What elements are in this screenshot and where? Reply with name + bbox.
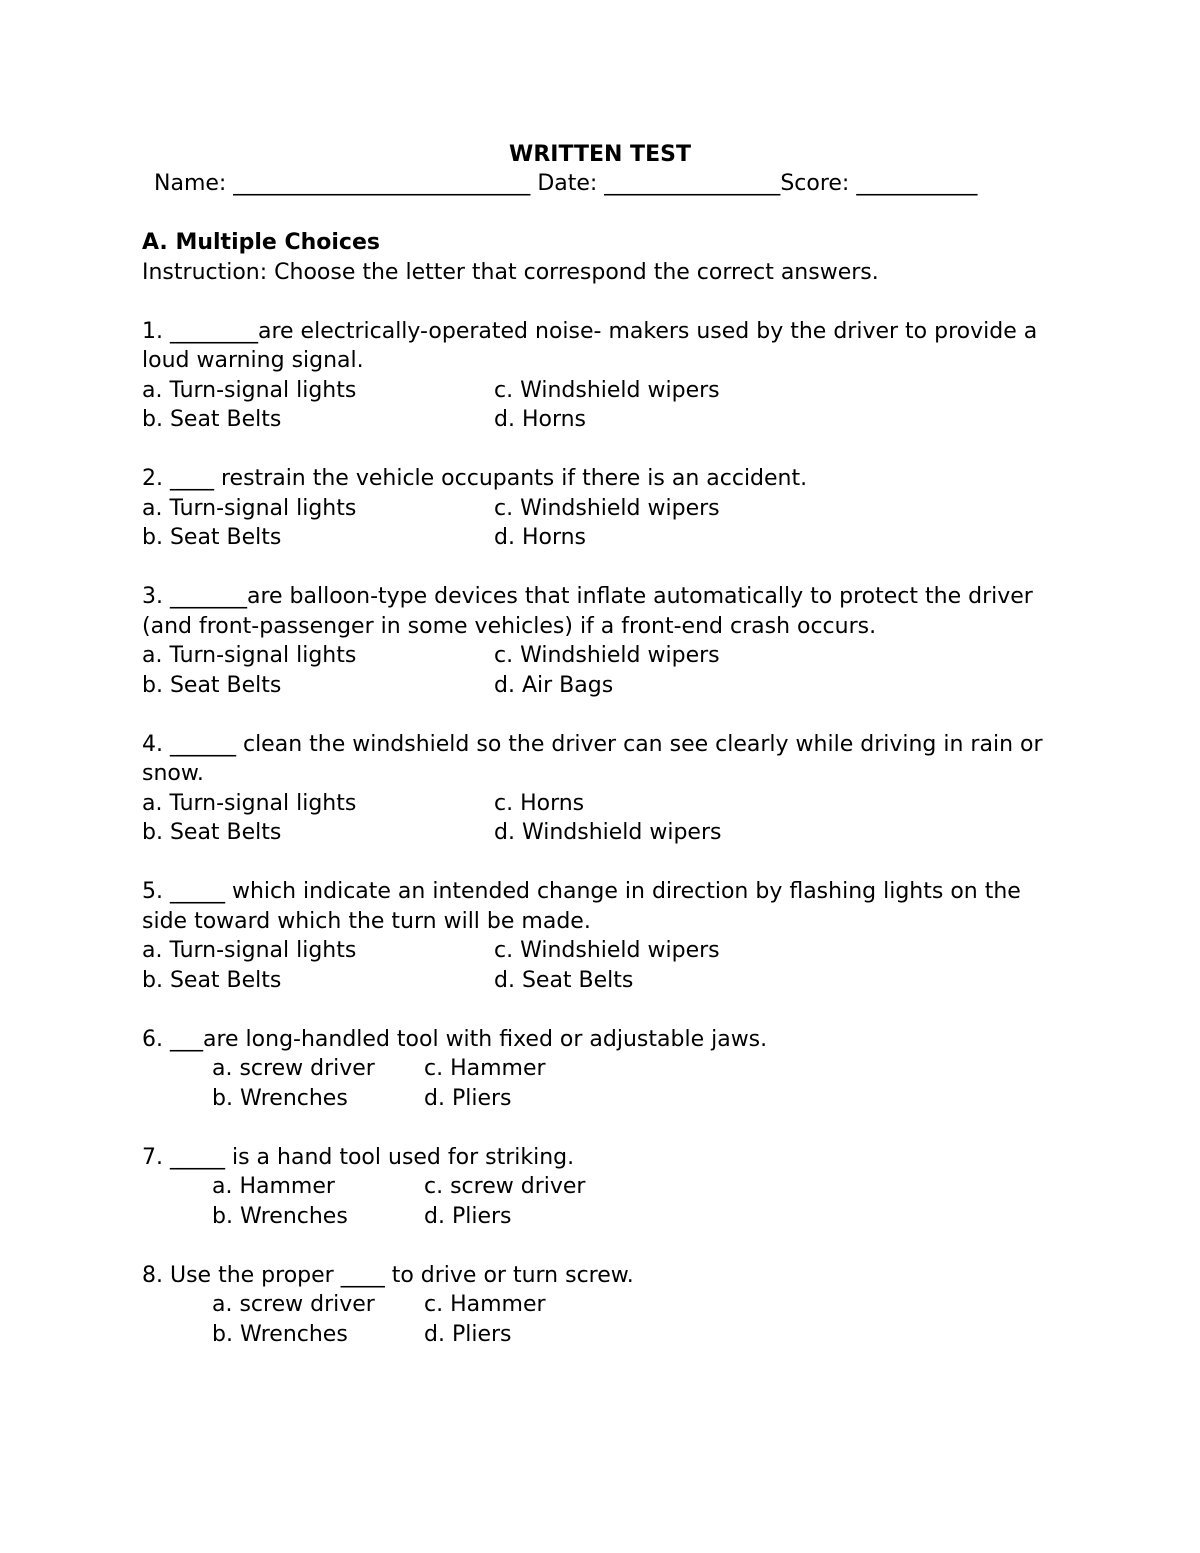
- choice-b: b. Seat Belts: [142, 407, 282, 432]
- choice-a: a. Turn-signal lights: [142, 495, 357, 521]
- instruction-text: Instruction: Choose the letter that correspond the correct answers.: [142, 259, 879, 285]
- choice-b: b. Wrenches: [212, 1321, 348, 1347]
- question-1: [142, 317, 1062, 435]
- question-5: [142, 877, 1062, 995]
- choice-grid: [142, 641, 1062, 700]
- choice-d: d. Air Bags: [494, 672, 614, 698]
- student-info-line: [154, 170, 977, 198]
- choice-c: c. screw driver: [424, 1174, 586, 1199]
- question-text: 4. ______ clean the windshield so the driver can see clearly while driving in rain or snow.: [142, 731, 1043, 786]
- choice-d: d. Seat Belts: [494, 967, 634, 993]
- test-body: [142, 228, 1062, 1349]
- choice-b: b. Wrenches: [212, 1085, 348, 1111]
- choice-b: b. Seat Belts: [142, 672, 282, 698]
- question-text: 2. ____ restrain the vehicle occupants if there is an accident.: [142, 466, 808, 491]
- choice-c: c. Windshield wipers: [494, 938, 720, 963]
- question-text: 7. _____ is a hand tool used for striking.: [142, 1144, 575, 1170]
- choice-c: c. Windshield wipers: [494, 377, 720, 403]
- name-field: Name: ___________________________: [154, 171, 531, 196]
- choice-c: c. Hammer: [424, 1056, 546, 1081]
- choice-grid: [142, 1054, 1062, 1113]
- question-text: 3. _______are balloon-type devices that inflate automatically to protect the driver (and front-passenger in some vehicles) if a front-end crash occurs.: [142, 584, 1033, 639]
- choice-a: a. Turn-signal lights: [142, 643, 357, 668]
- choice-d: d. Horns: [494, 525, 587, 550]
- page-title: WRITTEN TEST: [509, 142, 691, 167]
- choice-a: a. screw driver: [212, 1292, 375, 1317]
- date-field: Date: ________________: [537, 171, 781, 196]
- choice-grid: [142, 494, 1062, 553]
- choice-grid: [142, 789, 1062, 848]
- choice-b: b. Wrenches: [212, 1203, 348, 1229]
- choice-grid: [142, 1172, 1062, 1231]
- choice-d: d. Pliers: [424, 1203, 512, 1229]
- choice-c: c. Horns: [494, 790, 585, 816]
- choice-a: a. Turn-signal lights: [142, 790, 357, 816]
- choice-b: b. Seat Belts: [142, 967, 282, 993]
- choice-grid: [142, 1290, 1062, 1349]
- question-text: 8. Use the proper ____ to drive or turn screw.: [142, 1262, 634, 1288]
- choice-c: c. Windshield wipers: [494, 643, 720, 668]
- choice-grid: [142, 376, 1062, 435]
- choice-a: a. Turn-signal lights: [142, 938, 357, 963]
- question-text: 1. ________are electrically-operated noise- makers used by the driver to provide a loud warning signal.: [142, 318, 1038, 373]
- choice-c: c. Windshield wipers: [494, 495, 720, 521]
- choice-b: b. Seat Belts: [142, 525, 282, 550]
- question-2: [142, 464, 1062, 553]
- question-4: [142, 730, 1062, 848]
- section-title: A. Multiple Choices: [142, 230, 380, 255]
- question-8: [142, 1261, 1062, 1350]
- choice-c: c. Hammer: [424, 1292, 546, 1317]
- choice-d: d. Pliers: [424, 1321, 512, 1347]
- choice-grid: [142, 936, 1062, 995]
- choice-a: a. Hammer: [212, 1174, 335, 1199]
- question-text: 5. _____ which indicate an intended change in direction by flashing lights on the side toward which the turn will be made.: [142, 879, 1021, 934]
- choice-a: a. screw driver: [212, 1056, 375, 1081]
- choice-b: b. Seat Belts: [142, 820, 282, 845]
- question-6: [142, 1025, 1062, 1114]
- choice-d: d. Horns: [494, 407, 587, 432]
- choice-a: a. Turn-signal lights: [142, 377, 357, 403]
- choice-d: d. Pliers: [424, 1085, 512, 1111]
- score-field: Score: ___________: [780, 171, 978, 196]
- question-text: 6. ___are long-handled tool with fixed or adjustable jaws.: [142, 1026, 768, 1052]
- question-7: [142, 1143, 1062, 1232]
- question-3: [142, 582, 1062, 700]
- choice-d: d. Windshield wipers: [494, 820, 722, 845]
